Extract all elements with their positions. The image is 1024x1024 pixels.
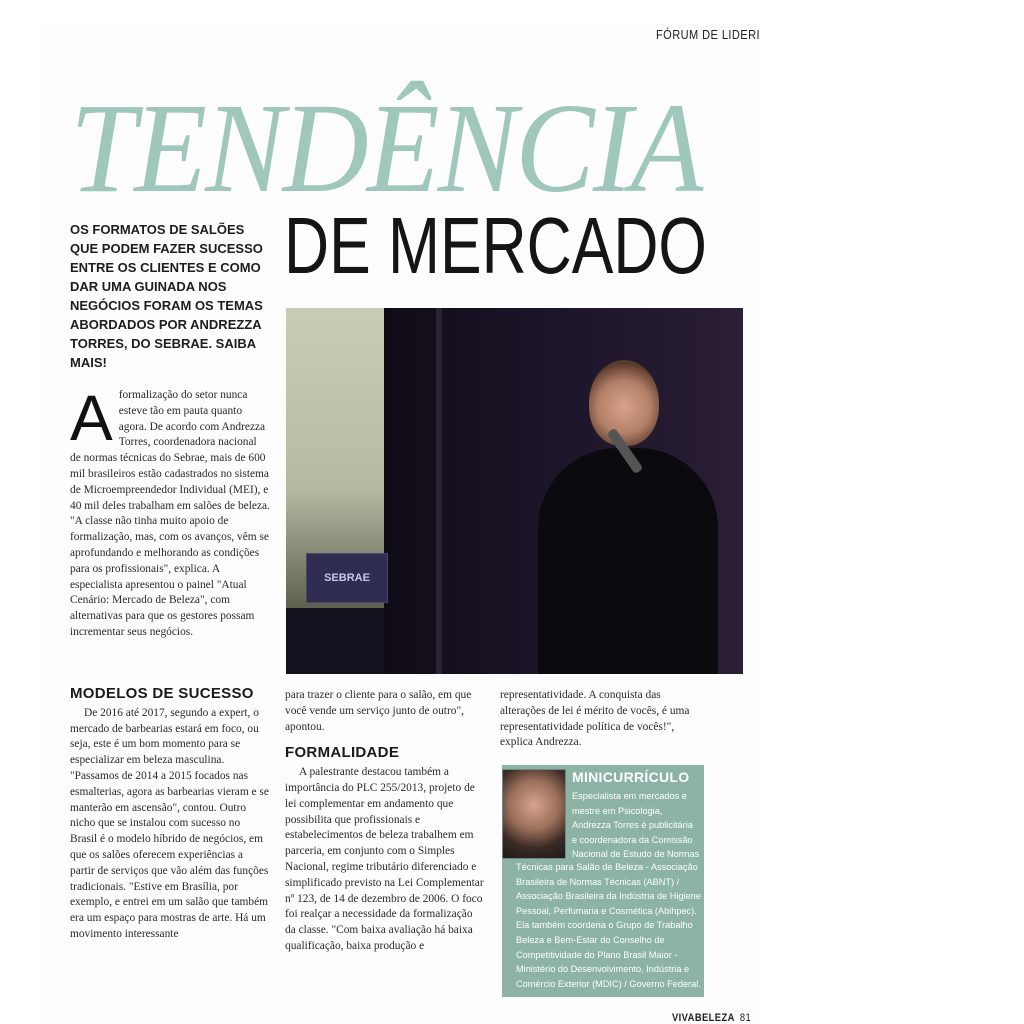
- minicurriculo-text-bottom: Técnicas para Salão de Beleza - Associação Brasileira de Normas Técnicas (ABNT) / Associação Brasileira da Indústria de Higiene Pessoal, Perfumaria e Cosmética (Abihpec). Ela também coordena o Grupo de Trabalho Beleza e Bem-Estar do Conselho de Competitividade do Plano Brasil Maior - Ministério do Desenvolvimento, Indústria e Comércio Exterior (MDIC) / Governo Federal.: [516, 862, 701, 989]
- column2-text: A palestrante destacou também a importância do PLC 255/2013, projeto de lei complementar em andamento que possibilita que profissionais e estabelecimentos de beleza trabalhem em parceria, em conjunto com o Simples Nacional, regime tributário diferenciado e simplificado previsto na Lei Complementar nº 123, de 14 de dezembro de 2006. O foco foi realçar a necessidade da formalização da classe. "Com baixa avaliação há baixa qualificação, baixa produção e: [285, 766, 484, 952]
- section1-text: De 2016 até 2017, segundo a expert, o mercado de barbearias estará em foco, ou seja, este é um bom momento para se especializar em beleza masculina. "Passamos de 2014 a 2015 focados nas esmalterias, agora as barbearias vieram e se manterão em ascensão", contou. Outro nicho que se instalou com sucesso no Brasil é o modelo híbrido de negócios, em que os salões oferecem experiências a partir de serviços que vão além das funções tradicionais. "Estive em Brasília, por exemplo, e entrei em um salão que também era um espaço para mostras de arte. Há um movimento interessante: [70, 706, 269, 940]
- minicurriculo-box: [502, 765, 704, 997]
- drop-cap: A: [70, 382, 113, 454]
- column-3: [500, 688, 705, 751]
- andrezza-portrait: [502, 769, 566, 859]
- headline-sub: DE MERCADO: [284, 201, 707, 290]
- column2-continuation: para trazer o cliente para o salão, em que você vende um serviço junto de outro", apontou.: [285, 689, 472, 733]
- page-footer: [672, 1012, 751, 1024]
- intro-text: formalização do setor nunca esteve tão em pauta quanto agora. De acordo com Andrezza Torres, coordenadora nacional de normas técnicas do Sebrae, mais de 600 mil brasileiros estão cadastrados no sistema de Microempreendedor Individual (MEI), e 40 mil deles trabalham em salões de beleza. "A classe não tinha muito apoio de formalização, mas, com os avanços, vêm se aprofundando e melhorando as condições para os profissionais", explica. A especialista apresentou o painel "Atual Cenário: Mercado de Beleza", com alternativas para que os gestores possam incrementar seus negócios.: [70, 389, 270, 638]
- section-heading-formalidade: FORMALIDADE: [285, 744, 400, 762]
- intro-paragraph: [70, 382, 270, 641]
- speaker-head: [589, 360, 659, 446]
- headline-main: TENDÊNCIA: [70, 77, 702, 219]
- lede-text: OS FORMATOS DE SALÕES QUE PODEM FAZER SUCESSO ENTRE OS CLIENTES E COMO DAR UMA GUINADA NOS NEGÓCIOS FORAM OS TEMAS ABORDADOS POR ANDREZZA TORRES, DO SEBRAE. SAIBA MAIS!: [70, 222, 263, 370]
- minicurriculo-text-top: Especialista em mercados e mestre em Psicologia, Andrezza Torres é publicitária e coordenadora da Comissão Nacional de Estudo de Normas: [572, 791, 700, 860]
- speaker-body: [538, 448, 718, 674]
- sebrae-logo: SEBRAE: [306, 553, 388, 603]
- column-1: [70, 686, 270, 943]
- magazine-name: VIVABELEZA: [672, 1012, 735, 1024]
- column3-text: representatividade. A conquista das alterações de lei é mérito de vocês, é uma representatividade política de vocês!", explica Andrezza.: [500, 689, 690, 749]
- column-2: [285, 688, 485, 955]
- page-number: 81: [739, 1012, 752, 1024]
- minicurriculo-title: MINICURRÍCULO: [572, 769, 690, 785]
- stage-pillar: [436, 308, 442, 674]
- section-tag: FÓRUM DE LIDERI: [656, 27, 760, 42]
- section-heading-modelos: MODELOS DE SUCESSO: [70, 685, 254, 702]
- speaker-photo: [286, 308, 743, 674]
